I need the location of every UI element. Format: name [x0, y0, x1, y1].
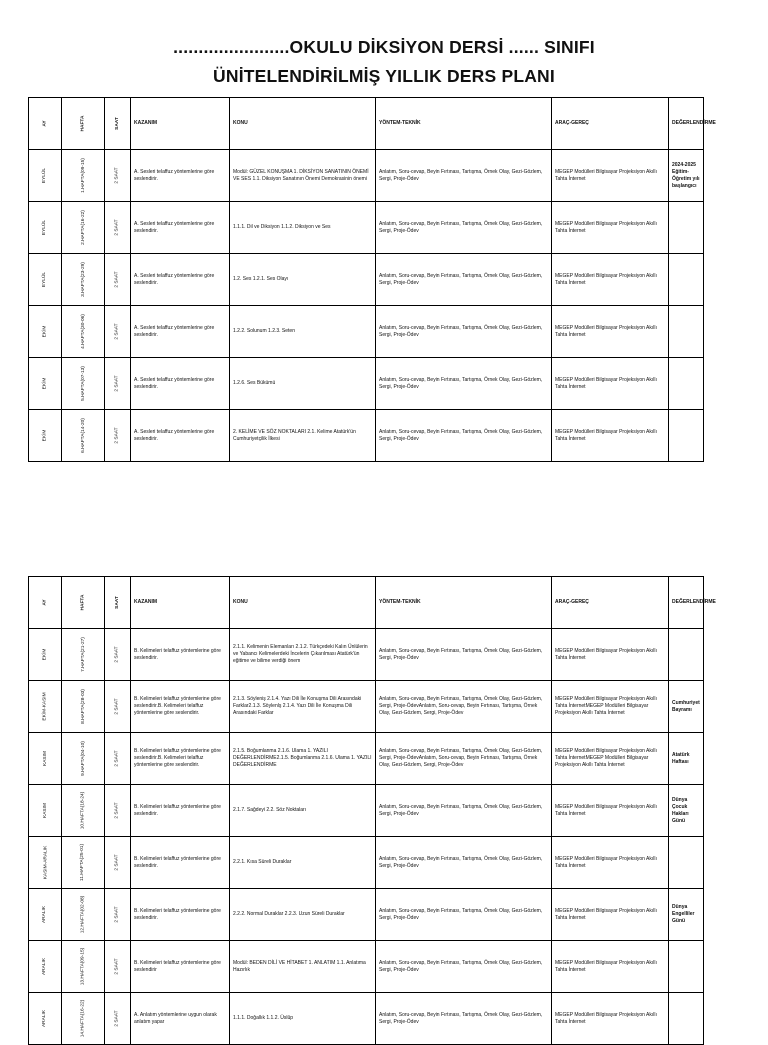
cell-kazanim: B. Kelimeleri telaffuz yöntemlerine göre seslendirir	[131, 941, 230, 993]
table-row	[29, 785, 704, 837]
cell-yontem: Anlatım, Soru-cevap, Beyin Fırtınası, Tartışma, Örnek Olay, Gezi-Gözlem, Sergi, Proje-Ödev	[376, 254, 552, 306]
cell-degerlendirme: 2024-2025 Eğitim-Öğretim yılı başlangıcı	[669, 150, 704, 202]
cell-konu: 2.2.2. Normal Duraklar 2.2.3. Uzun Süreli Duraklar	[230, 889, 376, 941]
cell-konu: 2.2.1. Kısa Süreli Duraklar	[230, 837, 376, 889]
header-yontem: YÖNTEM-TEKNİK	[376, 98, 552, 150]
header-saat	[105, 577, 131, 629]
table-header-row	[29, 98, 704, 150]
header-kazanim: KAZANIM	[131, 98, 230, 150]
cell-kazanim: A. Anlatım yöntemlerine uygun olarak anlatım yapar	[131, 993, 230, 1045]
cell-saat-text: 2 SAAT	[115, 427, 120, 444]
document-title-line2: ÜNİTELENDİRİLMİŞ YILLIK DERS PLANI	[213, 66, 555, 86]
cell-arac: MEGEP Modülleri Bilgisayar Projeksiyon Akıllı Tahta İnternet	[552, 358, 669, 410]
cell-konu: 2.1.7. Sağdeyi 2.2. Söz Noktaları	[230, 785, 376, 837]
cell-yontem: Anlatım, Soru-cevap, Beyin Fırtınası, Tartışma, Örnek Olay, Gezi-Gözlem, Sergi, Proje-Ödev	[376, 358, 552, 410]
cell-hafta	[62, 254, 105, 306]
header-ay	[29, 98, 62, 150]
header-konu: KONU	[230, 98, 376, 150]
cell-kazanim: A. Sesleri telaffuz yöntemlerine göre seslendirir.	[131, 358, 230, 410]
cell-hafta-text: 5.HAFTA(07-13)	[80, 366, 86, 401]
table-row	[29, 681, 704, 733]
header-saat-label: SAAT	[114, 596, 120, 609]
cell-arac: MEGEP Modülleri Bilgisayar Projeksiyon Akıllı Tahta İnternet	[552, 150, 669, 202]
cell-arac: MEGEP Modülleri Bilgisayar Projeksiyon Akıllı Tahta İnternet	[552, 837, 669, 889]
header-yontem: YÖNTEM-TEKNİK	[376, 577, 552, 629]
cell-ay	[29, 941, 62, 993]
header-hafta-label: HAFTA	[80, 594, 86, 611]
table-row	[29, 254, 704, 306]
cell-konu: 1.2. Ses 1.2.1. Ses Olayı	[230, 254, 376, 306]
cell-hafta-text: 1.HAFTA(09-15)	[80, 158, 86, 193]
cell-saat	[105, 306, 131, 358]
cell-degerlendirme: Dünya Çocuk Hakları Günü	[669, 785, 704, 837]
cell-arac: MEGEP Modülleri Bilgisayar Projeksiyon Akıllı Tahta İnternet	[552, 889, 669, 941]
cell-arac: MEGEP Modülleri Bilgisayar Projeksiyon Akıllı Tahta İnternet	[552, 306, 669, 358]
cell-degerlendirme	[669, 306, 704, 358]
cell-degerlendirme	[669, 837, 704, 889]
cell-ay-text: EKİM	[42, 429, 48, 442]
cell-yontem: Anlatım, Soru-cevap, Beyin Fırtınası, Tartışma, Örnek Olay, Gezi-Gözlem, Sergi, Proje-Ödev	[376, 306, 552, 358]
cell-degerlendirme	[669, 358, 704, 410]
cell-hafta	[62, 681, 105, 733]
cell-hafta-text: 10.HAFTA(18-24)	[80, 791, 86, 830]
cell-kazanim: B. Kelimeleri telaffuz yöntemlerine göre seslendirir.	[131, 785, 230, 837]
cell-konu: 2.1.5. Boğumlanma 2.1.6. Ulama 1. YAZILI DEĞERLENDİRME2.1.5. Boğumlanma 2.1.6. Ulama 1. YAZILI DEĞERLENDİRME	[230, 733, 376, 785]
cell-ay-text: EYLÜL	[42, 271, 48, 288]
header-saat	[105, 98, 131, 150]
cell-saat	[105, 358, 131, 410]
cell-konu: 1.2.6. Ses Bükümü	[230, 358, 376, 410]
cell-yontem: Anlatım, Soru-cevap, Beyin Fırtınası, Tartışma, Örnek Olay, Gezi-Gözlem, Sergi, Proje-Ödev	[376, 993, 552, 1045]
cell-hafta-text: 8.HAFTA(28-03)	[80, 689, 86, 724]
cell-kazanim: B. Kelimeleri telaffuz yöntemlerine göre seslendirir.	[131, 889, 230, 941]
cell-arac: MEGEP Modülleri Bilgisayar Projeksiyon Akıllı Tahta İnternet	[552, 941, 669, 993]
cell-hafta-text: 13.HAFTA(09-15)	[80, 947, 86, 986]
cell-hafta	[62, 629, 105, 681]
cell-kazanim: B. Kelimeleri telaffuz yöntemlerine göre seslendirir.B. Kelimeleri telaffuz yöntemlerine göre seslendirir.	[131, 681, 230, 733]
cell-saat-text: 2 SAAT	[115, 646, 120, 663]
header-saat-label: SAAT	[114, 117, 120, 130]
cell-ay	[29, 410, 62, 462]
table-header-row	[29, 577, 704, 629]
cell-ay	[29, 358, 62, 410]
cell-hafta-text: 7.HAFTA(21-27)	[80, 637, 86, 672]
cell-saat	[105, 889, 131, 941]
cell-saat	[105, 941, 131, 993]
cell-konu: 2.1.1. Kelimenin Elemanları 2.1.2. Türkçedeki Kalın Ünlülerin ve Yabancı Kelimelerdeki İncelerin Çıkarılması Atatürk'ün eğitime ve bilime verdiği önem	[230, 629, 376, 681]
cell-hafta	[62, 733, 105, 785]
cell-degerlendirme	[669, 941, 704, 993]
header-hafta	[62, 98, 105, 150]
cell-hafta-text: 11.HAFTA(25-01)	[80, 843, 86, 882]
cell-ay-text: EYLÜL	[42, 219, 48, 236]
cell-yontem: Anlatım, Soru-cevap, Beyin Fırtınası, Tartışma, Örnek Olay, Gezi-Gözlem, Sergi, Proje-Ödev	[376, 410, 552, 462]
cell-ay-text: KASIM	[42, 803, 48, 818]
cell-ay	[29, 254, 62, 306]
table-row	[29, 629, 704, 681]
header-ay	[29, 577, 62, 629]
cell-arac: MEGEP Modülleri Bilgisayar Projeksiyon Akıllı Tahta İnternet	[552, 993, 669, 1045]
header-degerlendirme: DEĞERLENDİRME	[669, 577, 704, 629]
cell-saat	[105, 254, 131, 306]
cell-arac: MEGEP Modülleri Bilgisayar Projeksiyon Akıllı Tahta İnternetMEGEP Modülleri Bilgisayar Projeksiyon Akıllı Tahta İnternet	[552, 733, 669, 785]
cell-saat	[105, 785, 131, 837]
cell-yontem: Anlatım, Soru-cevap, Beyin Fırtınası, Tartışma, Örnek Olay, Gezi-Gözlem, Sergi, Proje-Ödev	[376, 202, 552, 254]
cell-konu: 2.1.3. Söyleniş 2.1.4. Yazı Dili İle Konuşma Dili Arasındaki Farklar2.1.3. Söylenlş 2.1.4. Yazı Dili İle Konuşma Dili Arasındaki Farklar	[230, 681, 376, 733]
cell-hafta	[62, 410, 105, 462]
cell-ay	[29, 733, 62, 785]
cell-hafta-text: 3.HAFTA(23-29)	[80, 262, 86, 297]
cell-yontem: Anlatım, Soru-cevap, Beyin Fırtınası, Tartışma, Örnek Olay, Gezi-Gözlem, Sergi, Proje-Ödev	[376, 889, 552, 941]
cell-kazanim: B. Kelimeleri telaffuz yöntemlerine göre seslendirir.	[131, 837, 230, 889]
cell-degerlendirme	[669, 254, 704, 306]
cell-ay	[29, 681, 62, 733]
cell-ay	[29, 150, 62, 202]
cell-arac: MEGEP Modülleri Bilgisayar Projeksiyon Akıllı Tahta İnternet	[552, 410, 669, 462]
cell-arac: MEGEP Modülleri Bilgisayar Projeksiyon Akıllı Tahta İnternet	[552, 629, 669, 681]
cell-ay-text: EKİM	[42, 648, 48, 661]
cell-hafta	[62, 941, 105, 993]
header-kazanim: KAZANIM	[131, 577, 230, 629]
cell-kazanim: A. Sesleri telaffuz yöntemlerine göre seslendirir.	[131, 306, 230, 358]
header-arac: ARAÇ-GEREÇ	[552, 577, 669, 629]
cell-yontem: Anlatım, Soru-cevap, Beyin Fırtınası, Tartışma, Örnek Olay, Gezi-Gözlem, Sergi, Proje-Ödev	[376, 837, 552, 889]
cell-yontem: Anlatım, Soru-cevap, Beyin Fırtınası, Tartışma, Örnek Olay, Gezi-Gözlem, Sergi, Proje-Ödev	[376, 150, 552, 202]
cell-degerlendirme	[669, 993, 704, 1045]
header-arac: ARAÇ-GEREÇ	[552, 98, 669, 150]
cell-saat	[105, 202, 131, 254]
header-hafta-label: HAFTA	[80, 115, 86, 132]
cell-hafta-text: 4.HAFTA(30-06)	[80, 314, 86, 349]
cell-ay	[29, 837, 62, 889]
cell-saat-text: 2 SAAT	[115, 375, 120, 392]
document-title-line1: .......................OKULU DİKSİYON DERSİ ...... SINIFI	[173, 37, 595, 57]
cell-arac: MEGEP Modülleri Bilgisayar Projeksiyon Akıllı Tahta İnternet	[552, 785, 669, 837]
cell-saat	[105, 993, 131, 1045]
cell-ay-text: ARALIK	[42, 1009, 48, 1028]
cell-konu: 1.2.2. Solunum 1.2.3. Seten	[230, 306, 376, 358]
cell-ay	[29, 306, 62, 358]
cell-saat-text: 2 SAAT	[115, 802, 120, 819]
cell-hafta	[62, 202, 105, 254]
cell-kazanim: B. Kelimeleri telaffuz yöntemlerine göre seslendirir.	[131, 629, 230, 681]
cell-hafta-text: 2.HAFTA(16-22)	[80, 210, 86, 245]
cell-degerlendirme: Dünya Engelliler Günü	[669, 889, 704, 941]
cell-ay	[29, 889, 62, 941]
table-row	[29, 150, 704, 202]
plan-table-2	[28, 576, 716, 1045]
cell-saat	[105, 681, 131, 733]
cell-ay	[29, 993, 62, 1045]
header-ay-label: AY	[42, 120, 48, 127]
header-ay-label: AY	[42, 599, 48, 606]
table-row	[29, 306, 704, 358]
cell-arac: MEGEP Modülleri Bilgisayar Projeksiyon Akıllı Tahta İnternet	[552, 254, 669, 306]
cell-kazanim: B. Kelimeleri telaffuz yöntemlerine göre seslendirir.B. Kelimeleri telaffuz yöntemlerine göre seslendirir.	[131, 733, 230, 785]
table-row	[29, 202, 704, 254]
cell-saat-text: 2 SAAT	[115, 271, 120, 288]
cell-ay-text: KASIM	[42, 751, 48, 766]
header-konu: KONU	[230, 577, 376, 629]
table-row	[29, 941, 704, 993]
cell-saat-text: 2 SAAT	[115, 854, 120, 871]
cell-konu: Modül: BEDEN DİLİ VE HİTABET 1. ANLATIM 1.1. Anlatıma Hazırlık	[230, 941, 376, 993]
cell-degerlendirme	[669, 629, 704, 681]
cell-hafta	[62, 358, 105, 410]
cell-kazanim: A. Sesleri telaffuz yöntemlerine göre seslendirir.	[131, 254, 230, 306]
cell-ay-text: KASIM-ARALIK	[43, 845, 49, 880]
table-row	[29, 889, 704, 941]
cell-ay-text: EKİM	[42, 377, 48, 390]
cell-saat-text: 2 SAAT	[115, 750, 120, 767]
cell-ay-text: EKİM	[42, 325, 48, 338]
cell-degerlendirme	[669, 202, 704, 254]
cell-yontem: Anlatım, Soru-cevap, Beyin Fırtınası, Tartışma, Örnek Olay, Gezi-Gözlem, Sergi, Proje-Ödev	[376, 785, 552, 837]
cell-kazanim: A. Sesleri telaffuz yöntemlerine göre seslendirir.	[131, 410, 230, 462]
cell-konu: 2. KELİME VE SÖZ NOKTALARI 2.1. Kelime Atatürk'ün Cumhuriyetçilik İlkesi	[230, 410, 376, 462]
cell-hafta-text: 14.HAFTA(16-22)	[80, 999, 86, 1038]
cell-degerlendirme: Atatürk Haftası	[669, 733, 704, 785]
cell-saat	[105, 410, 131, 462]
cell-saat	[105, 150, 131, 202]
cell-hafta-text: 12.HAFTA(02-08)	[80, 895, 86, 934]
cell-saat	[105, 629, 131, 681]
cell-degerlendirme	[669, 410, 704, 462]
cell-ay-text: EKİM-KASIM	[42, 692, 48, 721]
cell-ay-text: EYLÜL	[42, 167, 48, 184]
plan-table-1	[28, 97, 716, 462]
cell-hafta	[62, 837, 105, 889]
table-row	[29, 358, 704, 410]
cell-arac: MEGEP Modülleri Bilgisayar Projeksiyon Akıllı Tahta İnternetMEGEP Modülleri Bilgisayar Projeksiyon Akıllı Tahta İnternet	[552, 681, 669, 733]
table-row	[29, 837, 704, 889]
cell-hafta	[62, 889, 105, 941]
cell-yontem: Anlatım, Soru-cevap, Beyin Fırtınası, Tartışma, Örnek Olay, Gezi-Gözlem, Sergi, Proje-Ödev	[376, 629, 552, 681]
cell-ay	[29, 202, 62, 254]
table-row	[29, 733, 704, 785]
cell-saat-text: 2 SAAT	[115, 906, 120, 923]
cell-ay-text: ARALIK	[42, 957, 48, 976]
cell-saat	[105, 733, 131, 785]
cell-saat-text: 2 SAAT	[115, 167, 120, 184]
header-hafta	[62, 577, 105, 629]
cell-saat	[105, 837, 131, 889]
cell-hafta	[62, 785, 105, 837]
cell-hafta-text: 6.HAFTA(14-20)	[80, 418, 86, 453]
table-row	[29, 410, 704, 462]
cell-ay-text: ARALIK	[42, 905, 48, 924]
cell-kazanim: A. Sesleri telaffuz yöntemlerine göre seslendirir.	[131, 202, 230, 254]
cell-ay	[29, 785, 62, 837]
cell-ay	[29, 629, 62, 681]
table-row	[29, 993, 704, 1045]
cell-saat-text: 2 SAAT	[115, 698, 120, 715]
cell-konu: 1.1.1. Doğallık 1.1.2. Üslûp	[230, 993, 376, 1045]
cell-kazanim: A. Sesleri telaffuz yöntemlerine göre seslendirir.	[131, 150, 230, 202]
cell-saat-text: 2 SAAT	[115, 958, 120, 975]
cell-saat-text: 2 SAAT	[115, 1010, 120, 1027]
cell-yontem: Anlatım, Soru-cevap, Beyin Fırtınası, Tartışma, Örnek Olay, Gezi-Gözlem, Sergi, Proje-ÖdevAnlatım, Soru-cevap, Beyin Fırtınası, Tartışma, Örnek Olay, Gezi-Gözlem, Sergi, Proje-Ödev	[376, 733, 552, 785]
cell-yontem: Anlatım, Soru-cevap, Beyin Fırtınası, Tartışma, Örnek Olay, Gezi-Gözlem, Sergi, Proje-ÖdevAnlatım, Soru-cevap, Beyin Fırtınası, Tartışma, Örnek Olay, Gezi-Gözlem, Sergi, Proje-Ödev	[376, 681, 552, 733]
header-degerlendirme: DEĞERLENDİRME	[669, 98, 704, 150]
cell-hafta	[62, 306, 105, 358]
cell-yontem: Anlatım, Soru-cevap, Beyin Fırtınası, Tartışma, Örnek Olay, Gezi-Gözlem, Sergi, Proje-Ödev	[376, 941, 552, 993]
cell-degerlendirme: Cumhuriyet Bayramı	[669, 681, 704, 733]
cell-hafta-text: 9.HAFTA(04-10)	[80, 741, 86, 776]
cell-hafta	[62, 993, 105, 1045]
cell-arac: MEGEP Modülleri Bilgisayar Projeksiyon Akıllı Tahta İnternet	[552, 202, 669, 254]
cell-konu: 1.1.1. Dil ve Diksiyon 1.1.2. Diksiyon ve Ses	[230, 202, 376, 254]
cell-hafta	[62, 150, 105, 202]
cell-saat-text: 2 SAAT	[115, 323, 120, 340]
cell-saat-text: 2 SAAT	[115, 219, 120, 236]
cell-konu: Modül: GÜZEL KONUŞMA 1. DİKSİYON SANATININ ÖNEMİ VE SES 1.1. Diksiyon Sanatının Önemi Demokrasinin önemi	[230, 150, 376, 202]
